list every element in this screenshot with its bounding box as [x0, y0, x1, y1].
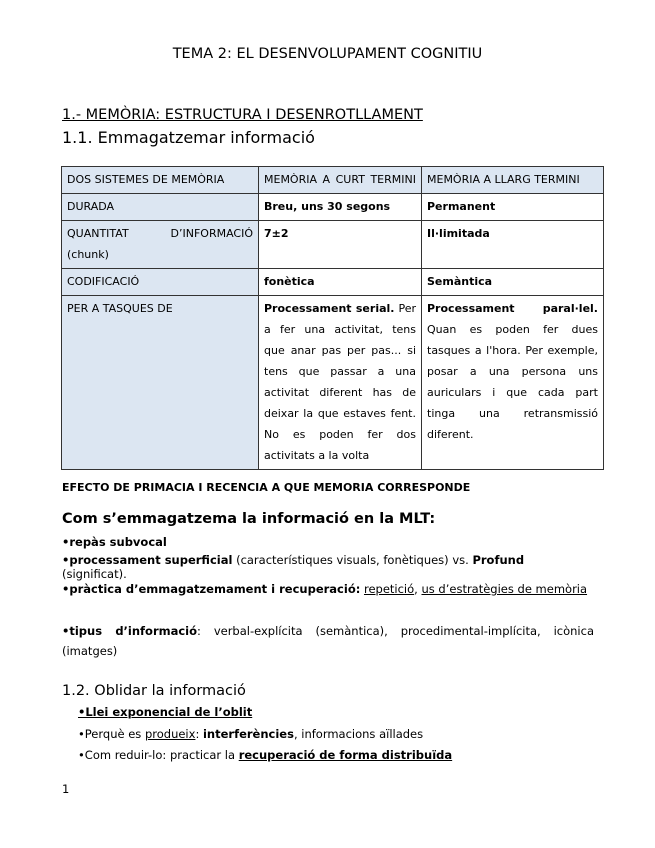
list-item — [62, 532, 594, 552]
table-cell: DURADA — [62, 194, 259, 221]
cell-bold-text: Processament paral·lel. — [427, 302, 598, 315]
bullet-bold-text: •tipus d’informació — [62, 624, 198, 638]
bullet-text: , — [414, 582, 418, 596]
table-cell: Breu, uns 30 segons — [259, 194, 422, 221]
list-item — [78, 748, 452, 762]
bullet-text: : verbal-explícita (semàntica), procedimental-implícita, icònica (imatges) — [62, 624, 594, 658]
sub-bold-text: interferències — [202, 727, 294, 741]
table-row — [62, 296, 604, 470]
estrategies-link: us d’estratègies de memòria — [421, 582, 588, 596]
bullet-bold-text: •repàs subvocal — [62, 535, 167, 549]
list-item — [62, 579, 594, 599]
list-item — [78, 727, 423, 741]
table-cell: MEMÒRIA A CURT TERMINI — [259, 167, 422, 194]
document-title: TEMA 2: EL DESENVOLUPAMENT COGNITIU — [172, 46, 483, 62]
sub-text: : — [195, 727, 203, 741]
list-item — [62, 553, 594, 581]
table-cell: fonètica — [259, 269, 422, 296]
table-cell: Il·limitada — [422, 221, 604, 269]
sub-text: , informacions aïllades — [293, 727, 424, 741]
bullet-text: (significat). — [62, 567, 127, 581]
cell-bold-text: Processament serial. — [264, 302, 395, 315]
table-cell: 7±2 — [259, 221, 422, 269]
subsection-heading-emmagatzemar: 1.1. Emmagatzemar informació — [62, 128, 315, 147]
table-cell: DOS SISTEMES DE MEMÒRIA — [62, 167, 259, 194]
table-cell — [259, 296, 422, 470]
bullet-text: (característiques visuals, fonètiques) vs. — [232, 553, 473, 567]
sub-text: •Com reduir-lo: practicar la — [78, 748, 239, 762]
efecto-note: EFECTO DE PRIMACIA I RECENCIA A QUE MEMORIA CORRESPONDE — [62, 481, 471, 494]
bullet-bold-text: •processament superficial — [62, 553, 233, 567]
section-heading-memoria: 1.- MEMÒRIA: ESTRUCTURA I DESENROTLLAMENT — [62, 107, 423, 123]
table-cell: PER A TASQUES DE — [62, 296, 259, 470]
bullet-bold-text: •pràctica d’emmagatzemament i recuperació: — [62, 582, 361, 596]
cell-text: Quan es poden fer dues tasques a l'hora. Per exemple, posar a una persona uns auriculars i que cada part tinga una retransmissió diferent. — [427, 323, 598, 441]
table-cell: QUANTITAT D’INFORMACIÓ (chunk) — [62, 221, 259, 269]
table-row — [62, 221, 604, 269]
table-cell: Semàntica — [422, 269, 604, 296]
list-item: •Llei exponencial de l’oblit — [78, 705, 253, 719]
subsection-heading-oblidar: 1.2. Oblidar la informació — [62, 683, 246, 699]
table-row — [62, 194, 604, 221]
mlt-heading: Com s’emmagatzema la informació en la MLT: — [62, 511, 436, 527]
table-cell — [422, 296, 604, 470]
sub-underlined-text: produeix — [144, 727, 196, 741]
page-number: 1 — [62, 782, 70, 796]
table-header-row — [62, 167, 604, 194]
table-cell: MEMÒRIA A LLARG TERMINI — [422, 167, 604, 194]
table-cell: CODIFICACIÓ — [62, 269, 259, 296]
table-row — [62, 269, 604, 296]
memory-systems-table — [61, 166, 604, 470]
bullet-bold-text: Profund — [472, 553, 525, 567]
repeticio-link: repetició — [363, 582, 415, 596]
sub-text: •Perquè es — [78, 727, 145, 741]
sub-bold-text: recuperació de forma distribuïda — [238, 748, 453, 762]
cell-text: Per a fer una activitat, tens que anar pas per pas... si tens que passar a una activitat diferent has de deixar la que estaves fent. No es poden fer dos activitats a la volta — [264, 302, 416, 462]
list-item — [62, 621, 594, 661]
table-cell: Permanent — [422, 194, 604, 221]
